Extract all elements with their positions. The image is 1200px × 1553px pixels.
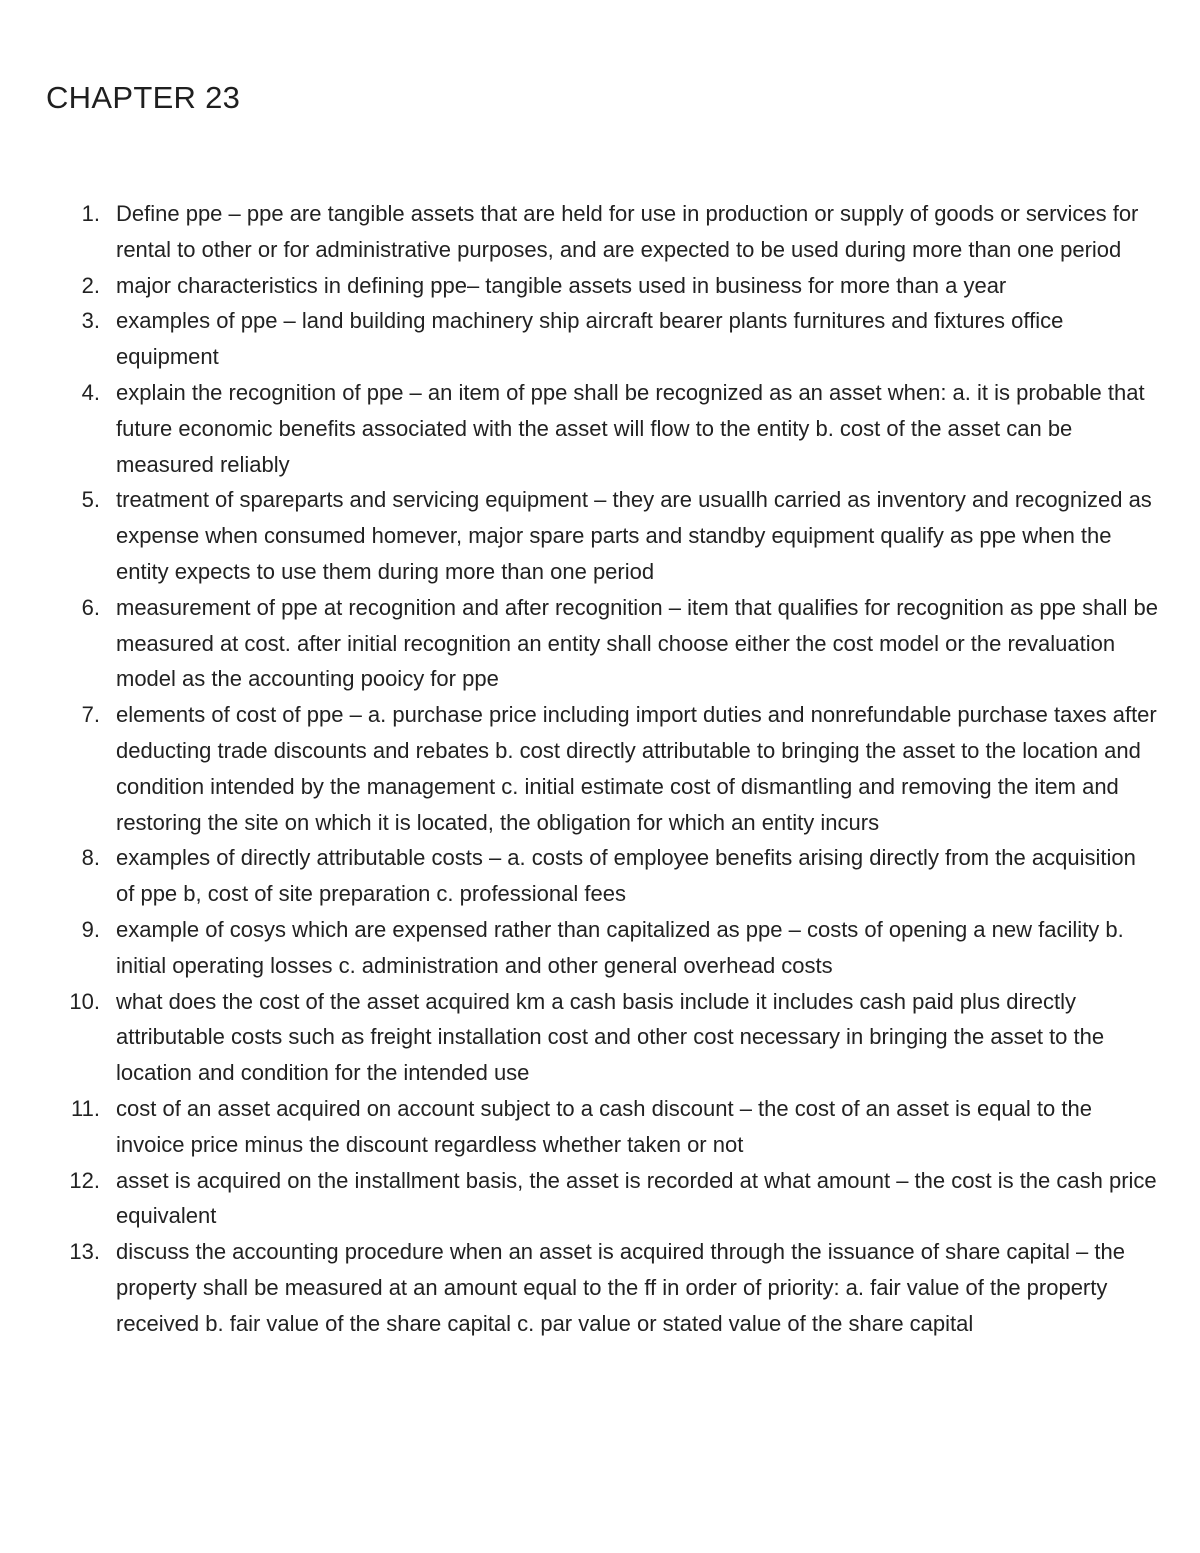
list-item [0,590,1200,697]
list-item [0,984,1200,1091]
list-item [0,268,1200,304]
list-item-text: major characteristics in defining ppe– tangible assets used in business for more than a year [116,272,1007,298]
list-item [0,1234,1200,1341]
list-item-number: 2. [81,272,100,298]
list-item-number: 1. [81,201,100,226]
list-item-text: measurement of ppe at recognition and after recognition – item that qualifies for recognition as ppe shall be measured at cost. after initial recognition an entity shall choose either the cost model or the revaluation model as the accounting pooicy for ppe [116,594,1158,692]
list-item-text: explain the recognition of ppe – an item of ppe shall be recognized as an asset when: a. it is probable that future economic benefits associated with the asset will flow to the entity b. cost of the asset can be measured reliably [116,379,1145,477]
list-item-text: what does the cost of the asset acquired km a cash basis include it includes cash paid plus directly attributable costs such as freight installation cost and other cost necessary in bringing the asset to the location and condition for the intended use [116,988,1105,1086]
list-item-text: treatment of spareparts and servicing equipment – they are usuallh carried as inventory and recognized as expense when consumed homever, major spare parts and standby equipment qualify as ppe when the entity expects to use them during more than one period [116,487,1152,584]
list-item [0,375,1200,482]
list-item [0,196,1200,268]
page-title: CHAPTER 23 [46,80,241,115]
list-item [0,912,1200,984]
list-item-number: 7. [81,702,100,728]
list-item [0,303,1200,375]
list-item-number: 6. [81,594,100,620]
list-item-text: examples of ppe – land building machinery ship aircraft bearer plants furnitures and fixtures office equipment [116,308,1064,370]
list-item-number: 8. [81,845,100,871]
list-item [0,482,1200,589]
list-item-text: examples of directly attributable costs – a. costs of employee benefits arising directly from the acquisition of ppe b, cost of site preparation c. professional fees [116,845,1136,907]
list-item-text: cost of an asset acquired on account subject to a cash discount – the cost of an asset is equal to the invoice price minus the discount regardless whether taken or not [116,1095,1092,1157]
numbered-list [0,196,1200,1342]
list-item-text: example of cosys which are expensed rather than capitalized as ppe – costs of opening a new facility b. initial operating losses c. administration and other general overhead costs [116,916,1124,978]
list-item [0,840,1200,912]
list-item-text: discuss the accounting procedure when an asset is acquired through the issuance of share capital – the property shall be measured at an amount equal to the ff in order of priority: a. fair value of the property received b. fair value of the share capital c. par value or stated value of the share capital [116,1239,1125,1336]
list-item-text: Define ppe – ppe are tangible assets that are held for use in production or supply of goods or services for rental to other or for administrative purposes, and are expected to be used during more than one period [116,201,1139,262]
list-item-number: 13. [69,1239,100,1265]
list-item-number: 12. [69,1167,100,1193]
list-item-text: elements of cost of ppe – a. purchase price including import duties and nonrefundable purchase taxes after deducting trade discounts and rebates b. cost directly attributable to bringing the asset to the location and condition intended by the management c. initial estimate cost of dismantling and removing the item and restoring the site on which it is located, the obligation for which an entity incurs [116,702,1157,835]
list-item-number: 10. [69,988,100,1014]
list-item-number: 5. [81,487,100,513]
list-item-number: 11. [71,1095,100,1121]
list-item [0,1163,1200,1235]
list-item [0,697,1200,840]
list-item-text: asset is acquired on the installment basis, the asset is recorded at what amount – the cost is the cash price equivalent [116,1167,1157,1229]
list-item-number: 3. [81,308,100,334]
list-item-number: 4. [81,379,100,405]
list-item-number: 9. [81,916,100,942]
list-item [0,1091,1200,1163]
